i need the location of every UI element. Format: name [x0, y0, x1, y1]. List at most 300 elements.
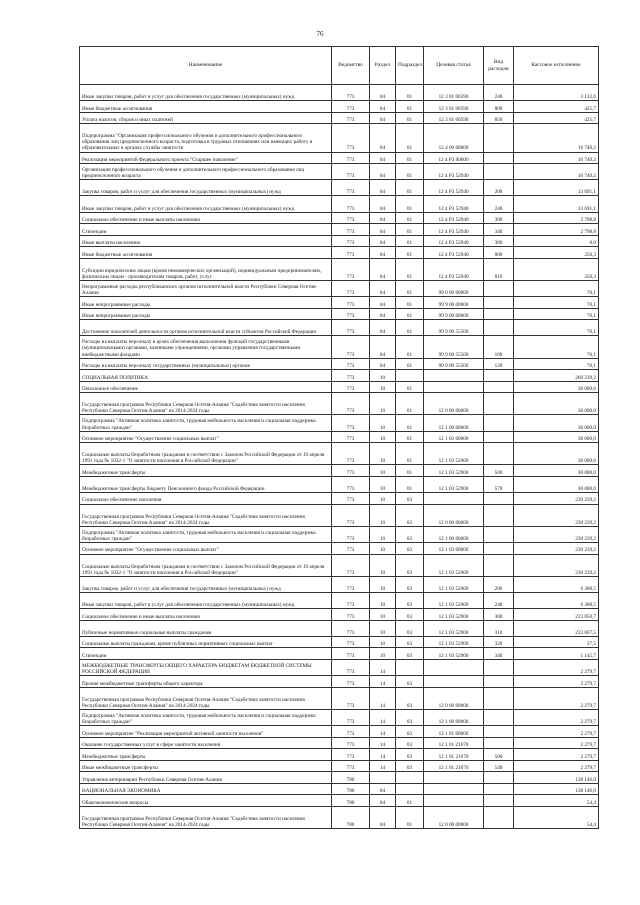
row-exp: [484, 320, 514, 336]
row-subsection: 01: [396, 358, 424, 370]
row-name: Подпрограмма "Организация профессионального обучения и дополнительного профессионального образования лиц предпенсионного возраста, подготовка в трудовых отношениях или имеющих работу в образовательных в органах службы занятости: [80, 124, 332, 152]
row-section: 04: [370, 112, 396, 124]
row-name: Оказание государственных услуг в сфере занятости населения: [80, 737, 332, 749]
row-name: Публичные нормативные социальные выплаты гражданам: [80, 620, 332, 636]
row-target: 12 4 P3 52940: [424, 196, 484, 212]
header-section: Раздел: [370, 47, 396, 85]
row-section: 14: [370, 726, 396, 738]
row-dept: 773: [332, 760, 370, 772]
row-name: Стипендии: [80, 224, 332, 236]
row-subsection: 01: [396, 112, 424, 124]
row-subsection: 01: [396, 795, 424, 807]
row-section: 14: [370, 687, 396, 709]
row-subsection: 03: [396, 593, 424, 609]
row-exp: 500: [484, 465, 514, 477]
row-dept: 773: [332, 431, 370, 443]
row-dept: 773: [332, 308, 370, 320]
row-subsection: 01: [396, 806, 424, 828]
row-target: 12 4 P3 52940: [424, 235, 484, 247]
row-target: [424, 783, 484, 795]
row-amount: 13 691,1: [514, 196, 599, 212]
row-exp: [484, 124, 514, 152]
row-subsection: 01: [396, 152, 424, 164]
row-target: [424, 381, 484, 393]
table-row: [80, 465, 599, 477]
row-target: 12 1 03 52900: [424, 593, 484, 609]
row-dept: 773: [332, 465, 370, 477]
row-subsection: 01: [396, 212, 424, 224]
row-section: 04: [370, 280, 396, 296]
row-exp: [484, 783, 514, 795]
row-amount: 2 279,7: [514, 726, 599, 738]
row-amount: 30 000,0: [514, 431, 599, 443]
row-section: 04: [370, 336, 396, 358]
row-target: 12 4 P3 52940: [424, 212, 484, 224]
row-amount: 2 279,7: [514, 760, 599, 772]
row-exp: [484, 504, 514, 526]
row-exp: 800: [484, 247, 514, 259]
row-amount: 425,7: [514, 101, 599, 113]
table-row: [80, 336, 599, 358]
row-dept: 773: [332, 443, 370, 465]
row-target: [424, 795, 484, 807]
row-amount: 30 000,0: [514, 443, 599, 465]
row-dept: 773: [332, 258, 370, 280]
row-exp: 340: [484, 648, 514, 660]
table-row: [80, 297, 599, 309]
row-exp: [484, 493, 514, 505]
row-dept: 773: [332, 196, 370, 212]
row-dept: 773: [332, 112, 370, 124]
table-row: [80, 795, 599, 807]
row-dept: 773: [332, 393, 370, 415]
row-section: 10: [370, 443, 396, 465]
table-row: [80, 431, 599, 443]
row-amount: 138 146,0: [514, 783, 599, 795]
table-row: [80, 124, 599, 152]
row-target: 12 1 03 00000: [424, 543, 484, 555]
row-subsection: 03: [396, 676, 424, 688]
row-target: 12 0 00 00000: [424, 806, 484, 828]
row-target: [424, 676, 484, 688]
row-exp: 500: [484, 749, 514, 761]
table-row: [80, 687, 599, 709]
row-exp: 360: [484, 235, 514, 247]
row-exp: 240: [484, 85, 514, 101]
row-dept: 780: [332, 772, 370, 784]
row-name: Иные выплаты населению: [80, 235, 332, 247]
row-amount: 13 691,1: [514, 180, 599, 196]
table-header-row: [80, 47, 599, 85]
row-name: Межбюджетные трансферты: [80, 465, 332, 477]
table-row: [80, 760, 599, 772]
row-amount: 250,3: [514, 247, 599, 259]
row-section: 10: [370, 415, 396, 431]
row-amount: 70,1: [514, 297, 599, 309]
row-section: 04: [370, 124, 396, 152]
table-row: [80, 196, 599, 212]
row-name: Социальные выплаты безработным гражданам в соответствии с Законом Российской Федерации от 19 апреля 1991 года № 1032-1 "О занятости населения в Российской Федерации": [80, 554, 332, 576]
row-section: 04: [370, 85, 396, 101]
row-target: 12 4 00 00000: [424, 124, 484, 152]
row-subsection: 03: [396, 493, 424, 505]
row-dept: 780: [332, 806, 370, 828]
table-row: [80, 783, 599, 795]
row-name: Субсидии юридическим лицам (кроме некоммерческих организаций), индивидуальным предпринимателям, физическим лицам - производителям товаров, работ, услуг: [80, 258, 332, 280]
row-amount: 230 239,2: [514, 554, 599, 576]
row-exp: [484, 415, 514, 431]
row-section: 10: [370, 393, 396, 415]
row-exp: [484, 381, 514, 393]
row-exp: [484, 164, 514, 180]
row-amount: 2 798,8: [514, 224, 599, 236]
table-row: [80, 308, 599, 320]
row-subsection: 01: [396, 85, 424, 101]
row-name: Государственная программа Республики Северная Осетия-Алания "Содействие занятости населения Республики Северная Осетия-Алания" на 2014-2024 годы: [80, 504, 332, 526]
table-row: [80, 101, 599, 113]
row-section: 14: [370, 749, 396, 761]
row-section: 14: [370, 709, 396, 725]
row-dept: 773: [332, 609, 370, 621]
header-name: Наименование: [80, 47, 332, 85]
table-row: [80, 709, 599, 725]
table-row: [80, 85, 599, 101]
table-row: [80, 476, 599, 492]
row-dept: 773: [332, 636, 370, 648]
row-target: 12 3 01 00590: [424, 112, 484, 124]
row-subsection: 01: [396, 415, 424, 431]
row-subsection: 01: [396, 247, 424, 259]
table-row: [80, 543, 599, 555]
row-section: 04: [370, 358, 396, 370]
table-row: [80, 504, 599, 526]
row-name: Уплата налогов, сборов и иных платежей: [80, 112, 332, 124]
row-name: Социальное обеспечение населения: [80, 493, 332, 505]
row-dept: 773: [332, 336, 370, 358]
row-target: 12 1 03 52900: [424, 554, 484, 576]
row-section: 04: [370, 196, 396, 212]
row-exp: [484, 543, 514, 555]
row-amount: 2 279,7: [514, 659, 599, 675]
row-section: 04: [370, 224, 396, 236]
row-target: 12 3 01 00590: [424, 85, 484, 101]
budget-table: [79, 46, 599, 829]
row-dept: 780: [332, 795, 370, 807]
table-row: [80, 235, 599, 247]
row-target: [424, 772, 484, 784]
row-subsection: 03: [396, 526, 424, 542]
row-subsection: [396, 659, 424, 675]
row-subsection: 01: [396, 465, 424, 477]
row-dept: 773: [332, 235, 370, 247]
row-name: Управление ветеринарии Республики Северная Осетия-Алания: [80, 772, 332, 784]
row-amount: 70,1: [514, 320, 599, 336]
row-subsection: 03: [396, 576, 424, 592]
row-subsection: 01: [396, 164, 424, 180]
row-amount: 2 279,7: [514, 676, 599, 688]
row-section: 10: [370, 504, 396, 526]
row-exp: [484, 772, 514, 784]
row-exp: [484, 308, 514, 320]
row-exp: 200: [484, 180, 514, 196]
row-exp: 300: [484, 212, 514, 224]
row-amount: 222 667,5: [514, 620, 599, 636]
row-exp: [484, 795, 514, 807]
table-row: [80, 772, 599, 784]
row-section: 04: [370, 795, 396, 807]
row-subsection: 03: [396, 726, 424, 738]
row-exp: 300: [484, 609, 514, 621]
page-number: 76: [316, 30, 324, 38]
row-amount: 70,1: [514, 280, 599, 296]
row-target: 12 1 03 52900: [424, 465, 484, 477]
row-section: 14: [370, 659, 396, 675]
row-amount: 16 740,2: [514, 124, 599, 152]
row-exp: [484, 393, 514, 415]
row-target: 12 1 01 00000: [424, 726, 484, 738]
row-exp: [484, 152, 514, 164]
row-name: Основное мероприятие "Осуществление социальных выплат": [80, 543, 332, 555]
row-subsection: 01: [396, 235, 424, 247]
row-name: Иные закупки товаров, работ и услуг для обеспечения государственных (муниципальных) нужд: [80, 593, 332, 609]
table-row: [80, 443, 599, 465]
row-name: МЕЖБЮДЖЕТНЫЕ ТРАНСФЕРТЫ ОБЩЕГО ХАРАКТЕРА БЮДЖЕТАМ БЮДЖЕТНОЙ СИСТЕМЫ РОССИЙСКОЙ ФЕДЕРАЦИИ: [80, 659, 332, 675]
row-target: 12 1 00 00000: [424, 709, 484, 725]
row-exp: [484, 443, 514, 465]
row-target: 12 1 01 21670: [424, 760, 484, 772]
table-row: [80, 280, 599, 296]
table-row: [80, 648, 599, 660]
header-target: Целевая статья: [424, 47, 484, 85]
table-row: [80, 258, 599, 280]
table-row: [80, 676, 599, 688]
row-target: 12 4 P3 52940: [424, 258, 484, 280]
row-name: Основное мероприятие "Реализация мероприятий активной занятости населения": [80, 726, 332, 738]
table-row: [80, 620, 599, 636]
table-row: [80, 576, 599, 592]
row-name: Подпрограмма "Активная политика занятости, трудовая мобильность населения и социальная поддержка безработных граждан": [80, 709, 332, 725]
row-dept: 773: [332, 476, 370, 492]
row-dept: 773: [332, 280, 370, 296]
table-row: [80, 320, 599, 336]
row-subsection: 03: [396, 749, 424, 761]
row-name: Пенсионное обеспечение: [80, 381, 332, 393]
row-dept: 773: [332, 576, 370, 592]
row-name: Иные закупки товаров, работ и услуг для обеспечения государственных (муниципальных) нужд: [80, 196, 332, 212]
row-amount: 230 239,2: [514, 543, 599, 555]
row-target: 99 0 00 00000: [424, 280, 484, 296]
row-amount: 30 000,0: [514, 393, 599, 415]
row-amount: 70,1: [514, 358, 599, 370]
row-subsection: [396, 370, 424, 382]
row-subsection: 03: [396, 737, 424, 749]
row-target: 12 1 01 21670: [424, 737, 484, 749]
table-row: [80, 659, 599, 675]
row-subsection: 01: [396, 336, 424, 358]
row-name: Прочие межбюджетные трансферты общего характера: [80, 676, 332, 688]
row-section: 04: [370, 806, 396, 828]
row-exp: 340: [484, 224, 514, 236]
row-section: 10: [370, 381, 396, 393]
header-dept: Ведомство: [332, 47, 370, 85]
row-exp: 100: [484, 336, 514, 358]
row-dept: 773: [332, 320, 370, 336]
row-target: 12 1 00 00000: [424, 415, 484, 431]
row-dept: 773: [332, 543, 370, 555]
table-row: [80, 526, 599, 542]
row-dept: 773: [332, 659, 370, 675]
header-amount: Кассовое исполнение: [514, 47, 599, 85]
row-target: 12 1 03 52900: [424, 636, 484, 648]
table-row: [80, 247, 599, 259]
row-target: 99 9 00 55500: [424, 320, 484, 336]
row-section: 14: [370, 760, 396, 772]
row-name: Закупка товаров, работ и услуг для обеспечения государственных (муниципальных) нужд: [80, 576, 332, 592]
row-section: 10: [370, 493, 396, 505]
row-dept: 773: [332, 526, 370, 542]
row-exp: 120: [484, 358, 514, 370]
row-name: Основное мероприятие "Осуществление социальных выплат": [80, 431, 332, 443]
row-subsection: 03: [396, 636, 424, 648]
table-row: [80, 152, 599, 164]
row-name: Социальные выплаты безработным гражданам в соответствии с Законом Российской Федерации от 19 апреля 1991 года № 1032-1 "О занятости населения в Российской Федерации": [80, 443, 332, 465]
table-row: [80, 381, 599, 393]
row-amount: 2 279,7: [514, 749, 599, 761]
row-target: 12 3 01 00590: [424, 101, 484, 113]
row-subsection: 01: [396, 297, 424, 309]
row-name: Подпрограмма "Активная политика занятости, трудовая мобильность населения и социальная поддержка безработных граждан": [80, 415, 332, 431]
table-row: [80, 393, 599, 415]
row-target: 12 4 P3 52940: [424, 247, 484, 259]
row-section: 04: [370, 320, 396, 336]
row-section: 10: [370, 476, 396, 492]
table-body: [80, 85, 599, 829]
row-subsection: 03: [396, 554, 424, 576]
row-exp: [484, 726, 514, 738]
row-target: 12 4 P3 52940: [424, 224, 484, 236]
row-subsection: 01: [396, 393, 424, 415]
row-subsection: 03: [396, 648, 424, 660]
row-amount: 230 239,2: [514, 504, 599, 526]
row-amount: 250,3: [514, 258, 599, 280]
table-row: [80, 737, 599, 749]
row-amount: 30 000,0: [514, 476, 599, 492]
row-subsection: [396, 772, 424, 784]
row-name: Организация профессионального обучения и дополнительного профессионального образования лиц предпенсионного возраста: [80, 164, 332, 180]
row-amount: 30 000,0: [514, 415, 599, 431]
row-amount: 223 850,7: [514, 609, 599, 621]
row-name: Государственная программа Республики Северная Осетия-Алания "Содействие занятости населения Республики Северная Осетия-Алания" на 2014-2024 годы: [80, 687, 332, 709]
row-section: 04: [370, 212, 396, 224]
row-name: Иные непрограммные расходы: [80, 308, 332, 320]
table-row: [80, 180, 599, 196]
row-target: 12 1 03 00000: [424, 431, 484, 443]
row-amount: 230 239,2: [514, 526, 599, 542]
row-dept: 773: [332, 415, 370, 431]
row-name: Иные бюджетные ассигнования: [80, 247, 332, 259]
row-dept: 773: [332, 164, 370, 180]
row-target: 12 0 00 00000: [424, 393, 484, 415]
row-dept: 773: [332, 381, 370, 393]
row-name: Общеэкономические вопросы: [80, 795, 332, 807]
row-target: 12 1 01 21670: [424, 749, 484, 761]
row-exp: 850: [484, 112, 514, 124]
row-amount: 2 279,7: [514, 687, 599, 709]
table-row: [80, 370, 599, 382]
row-section: 10: [370, 526, 396, 542]
row-name: Иные бюджетные ассигнования: [80, 101, 332, 113]
table-row: [80, 112, 599, 124]
row-exp: [484, 659, 514, 675]
table-row: [80, 593, 599, 609]
row-target: [424, 493, 484, 505]
row-section: 04: [370, 152, 396, 164]
row-dept: 773: [332, 620, 370, 636]
table-row: [80, 164, 599, 180]
row-name: Межбюджетные трансферты бюджету Пенсионного фонда Российской Федерации: [80, 476, 332, 492]
row-subsection: 01: [396, 431, 424, 443]
row-amount: 54,4: [514, 795, 599, 807]
row-exp: 810: [484, 258, 514, 280]
row-amount: 30 000,0: [514, 465, 599, 477]
row-dept: 773: [332, 247, 370, 259]
row-dept: 780: [332, 783, 370, 795]
row-section: [370, 772, 396, 784]
row-name: Иные закупки товаров, работ и услуг для обеспечения государственных (муниципальных) нужд: [80, 85, 332, 101]
row-name: Государственная программа Республики Северная Осетия-Алания "Содействие занятости населения Республики Северная Осетия-Алания" на 2014-2024 годы: [80, 806, 332, 828]
row-exp: [484, 676, 514, 688]
table-row: [80, 726, 599, 738]
row-name: Межбюджетные трансферты: [80, 749, 332, 761]
row-subsection: 03: [396, 760, 424, 772]
row-name: Социальные выплаты гражданам, кроме публичных нормативных социальных выплат: [80, 636, 332, 648]
header-subsection: Подраздел: [396, 47, 424, 85]
row-amount: 2 279,7: [514, 709, 599, 725]
row-amount: 0,0: [514, 235, 599, 247]
row-section: 10: [370, 620, 396, 636]
row-dept: 773: [332, 212, 370, 224]
row-dept: 773: [332, 152, 370, 164]
row-section: 04: [370, 180, 396, 196]
row-dept: 773: [332, 297, 370, 309]
row-dept: 773: [332, 124, 370, 152]
row-name: Достижение показателей деятельности органов исполнительной власти субъектов Российской Федерации: [80, 320, 332, 336]
row-section: 10: [370, 648, 396, 660]
row-section: 04: [370, 783, 396, 795]
table-row: [80, 493, 599, 505]
row-subsection: [396, 783, 424, 795]
row-dept: 773: [332, 370, 370, 382]
row-name: Социальное обеспечение и иные выплаты населению: [80, 212, 332, 224]
row-exp: 240: [484, 593, 514, 609]
row-target: 99 9 00 55500: [424, 336, 484, 358]
row-amount: 1 145,7: [514, 648, 599, 660]
row-target: [424, 659, 484, 675]
row-target: 12 1 03 52900: [424, 609, 484, 621]
row-target: 99 9 00 00000: [424, 297, 484, 309]
table-row: [80, 636, 599, 648]
row-name: Расходы на выплаты персоналу в целях обеспечения выполнения функций государственными (муниципальными) органами, казенными учреждениями, органами управления государственными внебюджетными фондами: [80, 336, 332, 358]
row-dept: 773: [332, 358, 370, 370]
row-exp: [484, 806, 514, 828]
row-target: 12 0 00 00000: [424, 504, 484, 526]
row-subsection: 01: [396, 443, 424, 465]
row-name: СОЦИАЛЬНАЯ ПОЛИТИКА: [80, 370, 332, 382]
row-section: 04: [370, 297, 396, 309]
row-target: 12 1 00 00000: [424, 526, 484, 542]
row-section: 10: [370, 554, 396, 576]
row-exp: 240: [484, 196, 514, 212]
